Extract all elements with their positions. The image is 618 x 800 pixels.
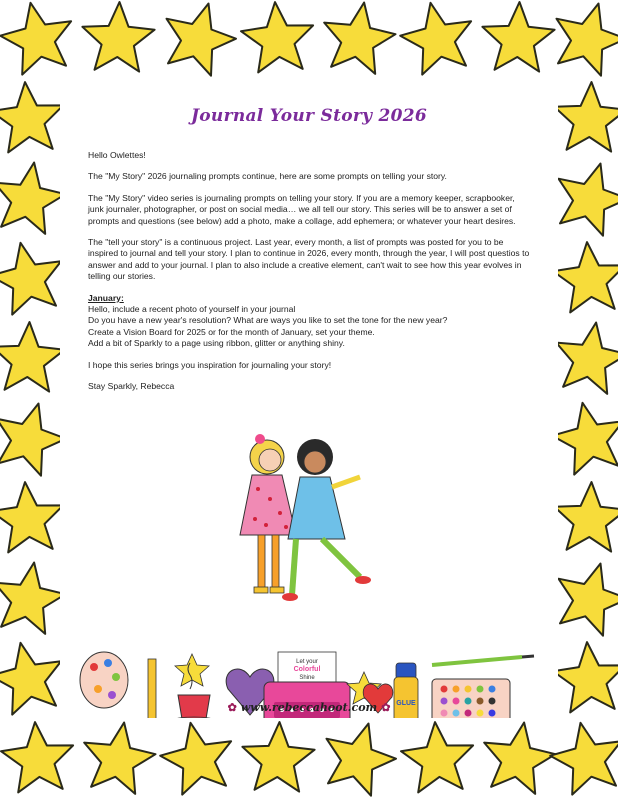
border-star-icon bbox=[1, 722, 73, 792]
sign-line: Let your bbox=[296, 659, 318, 665]
border-star-icon bbox=[0, 322, 65, 392]
border-star-icon bbox=[484, 723, 555, 794]
border-star-icon bbox=[0, 82, 63, 152]
border-star-icon bbox=[557, 4, 618, 76]
flower-icon: ✿ bbox=[381, 701, 391, 714]
border-star-icon bbox=[327, 724, 397, 796]
border-star-icon bbox=[401, 722, 473, 792]
border-star-icon bbox=[82, 2, 154, 72]
border-star-icon bbox=[400, 3, 471, 75]
greeting: Hello Owlettes! bbox=[88, 150, 146, 160]
flower-icon: ✿ bbox=[227, 701, 237, 714]
border-star-icon bbox=[559, 564, 618, 636]
border-star-icon bbox=[0, 163, 66, 234]
border-star-icon bbox=[552, 403, 618, 475]
border-star-icon bbox=[554, 482, 618, 552]
border-star-icon bbox=[553, 642, 618, 712]
border-star-icon bbox=[0, 404, 66, 476]
website-url: www.rebeccahoot.com bbox=[240, 701, 378, 714]
border-star-icon bbox=[482, 2, 554, 72]
sign-line: Colorful bbox=[293, 666, 321, 673]
prompt-list bbox=[88, 304, 530, 350]
prompt-item: Create a Vision Board for 2025 or for the month of January, set your theme. bbox=[88, 326, 375, 337]
glue-label: GLUE bbox=[396, 700, 416, 707]
series-paragraph: The "My Story" video series is journaling prompts on telling your story. If you are a memory keeper, scrapbooker, junk journaler, photographer, or post on social media… we all tell our story. This series will be to answer a set of prompts and questions (see below) add a photo, make a collage, add ephemera; or whatever your heart desires. bbox=[88, 192, 516, 226]
border-star-icon bbox=[556, 323, 618, 394]
border-star-icon bbox=[242, 722, 314, 792]
paintbrush-icon bbox=[432, 656, 534, 665]
border-star-icon bbox=[84, 723, 155, 794]
prompt-item: Add a bit of Sparkly to a page using ribbon, glitter or anything shiny. bbox=[88, 338, 345, 349]
closing-paragraph: I hope this series brings you inspiration for journaling your story! bbox=[88, 359, 332, 370]
girls-illustration-icon bbox=[240, 434, 371, 601]
sign-line: Shine bbox=[299, 675, 315, 681]
border-star-icon bbox=[241, 2, 313, 72]
border-star-icon bbox=[0, 643, 61, 715]
border-star-icon bbox=[559, 164, 618, 236]
intro-paragraph: The "My Story" 2026 journaling prompts continue, here are some prompts on telling your story. bbox=[88, 171, 447, 182]
border-star-icon bbox=[0, 3, 71, 75]
palette-icon bbox=[80, 652, 128, 708]
website-footer bbox=[60, 701, 558, 714]
border-star-icon bbox=[0, 482, 63, 552]
border-star-icon bbox=[0, 563, 66, 634]
page-title: Journal Your Story 2026 bbox=[190, 106, 428, 126]
body-text bbox=[88, 150, 530, 403]
border-star-icon bbox=[160, 723, 231, 795]
prompt-item: Hello, include a recent photo of yourself in your journal bbox=[88, 304, 296, 315]
border-star-icon bbox=[324, 3, 395, 74]
border-star-icon bbox=[554, 82, 618, 152]
project-paragraph: The "tell your story" is a continuous project. Last year, every month, a list of prompts was posted for you to be inspired to journal and tell your story. I plan to continue in 2026, every month, through the year, I will post questios to answer and add to your journal. I plan to also include a creative element, can't wait to see how this year evolves in telling our stories. bbox=[88, 237, 530, 282]
border-star-icon bbox=[553, 242, 618, 312]
journal-page bbox=[60, 82, 558, 718]
border-star-icon bbox=[0, 243, 61, 315]
illustration bbox=[60, 427, 558, 718]
prompt-item: Do you have a new year's resolution? What are ways you like to set the tone for the new year? bbox=[88, 315, 448, 326]
border-star-icon bbox=[550, 723, 618, 795]
signoff: Stay Sparkly, Rebecca bbox=[88, 381, 175, 392]
border-star-icon bbox=[167, 4, 237, 76]
section-title: January: bbox=[88, 292, 124, 303]
